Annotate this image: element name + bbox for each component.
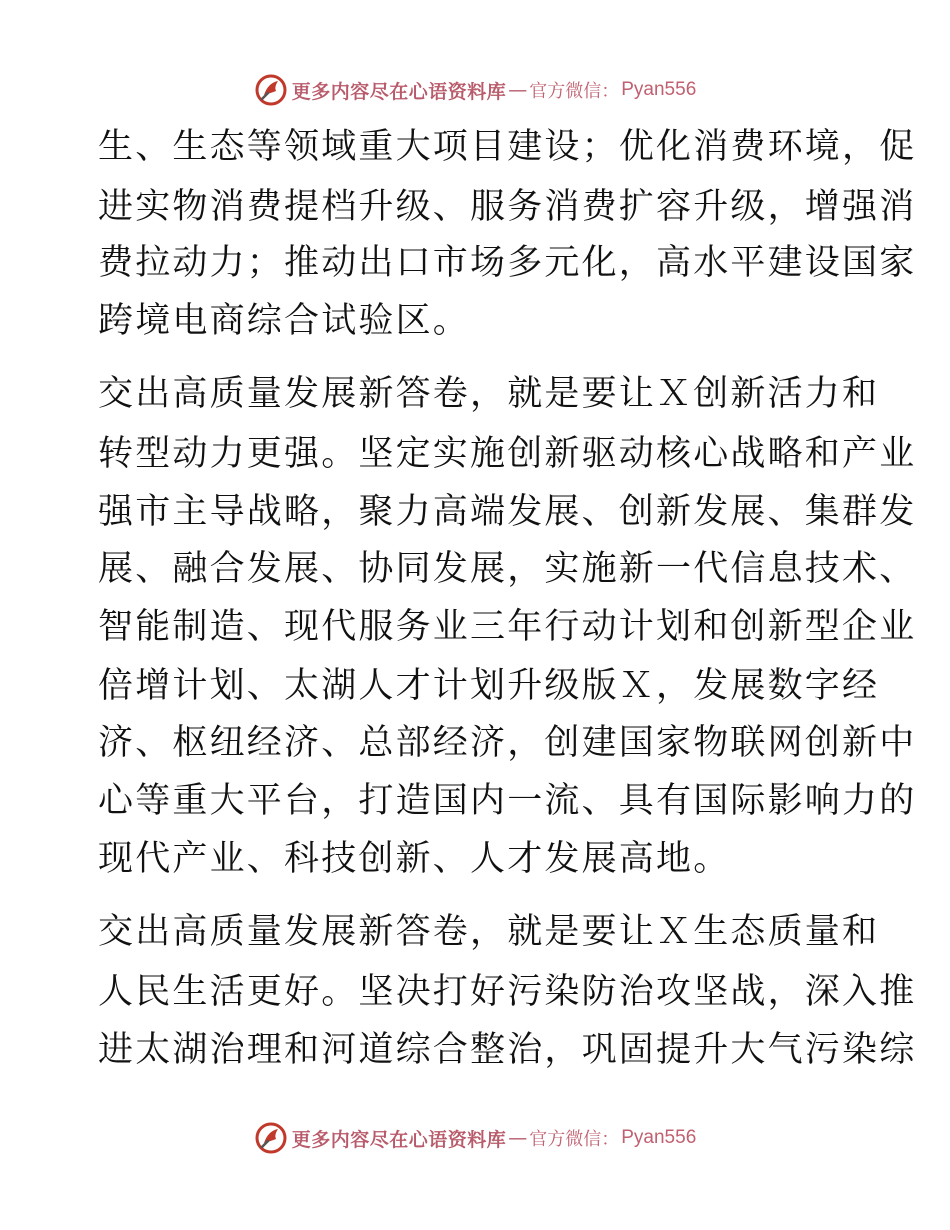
header-watermark-banner — [0, 70, 950, 110]
text-line-14: 交出高质量发展新答卷，就是要让Ｘ生态质量和 — [98, 912, 880, 952]
text-line-6: 转型动力更强。坚定实施创新驱动核心战略和产业 — [98, 434, 917, 474]
text-line-4: 跨境电商综合试验区。 — [98, 301, 471, 341]
footer-separator: — — [508, 1127, 528, 1149]
footer-wechat-label: 官方微信： — [529, 1129, 620, 1150]
brand-logo-icon — [254, 73, 288, 107]
text-line-1: 生、生态等领域重大项目建设；优化消费环境，促 — [98, 127, 917, 167]
text-line-15: 人民生活更好。坚决打好污染防治攻坚战，深入推 — [98, 972, 917, 1012]
text-line-2: 进实物消费提档升级、服务消费扩容升级，增强消 — [98, 187, 917, 227]
text-line-11: 济、枢纽经济、总部经济，创建国家物联网创新中 — [98, 723, 917, 763]
text-line-16: 进太湖治理和河道综合整治，巩固提升大气污染综 — [98, 1030, 917, 1070]
text-line-13: 现代产业、科技创新、人才发展高地。 — [98, 839, 731, 879]
text-line-12: 心等重大平台，打造国内一流、具有国际影响力的 — [98, 781, 917, 821]
text-line-7: 强市主导战略，聚力高端发展、创新发展、集群发 — [98, 492, 917, 532]
header-site-name: 更多内容尽在心语资料库 — [291, 80, 507, 103]
header-wechat-label: 官方微信： — [529, 81, 620, 102]
brand-logo-icon — [254, 1121, 288, 1155]
footer-wechat-id: Pyan556 — [621, 1127, 697, 1148]
text-line-9: 智能制造、现代服务业三年行动计划和创新型企业 — [98, 607, 917, 647]
text-line-5: 交出高质量发展新答卷，就是要让Ｘ创新活力和 — [98, 374, 880, 414]
footer-site-name: 更多内容尽在心语资料库 — [291, 1128, 507, 1151]
text-line-3: 费拉动力；推动出口市场多元化，高水平建设国家 — [98, 243, 917, 283]
header-separator: — — [508, 79, 528, 101]
header-wechat-id: Pyan556 — [621, 79, 697, 100]
text-line-10: 倍增计划、太湖人才计划升级版Ｘ，发展数字经 — [98, 666, 880, 706]
text-line-8: 展、融合发展、协同发展，实施新一代信息技术、 — [98, 549, 917, 589]
footer-watermark-banner — [0, 1118, 950, 1158]
